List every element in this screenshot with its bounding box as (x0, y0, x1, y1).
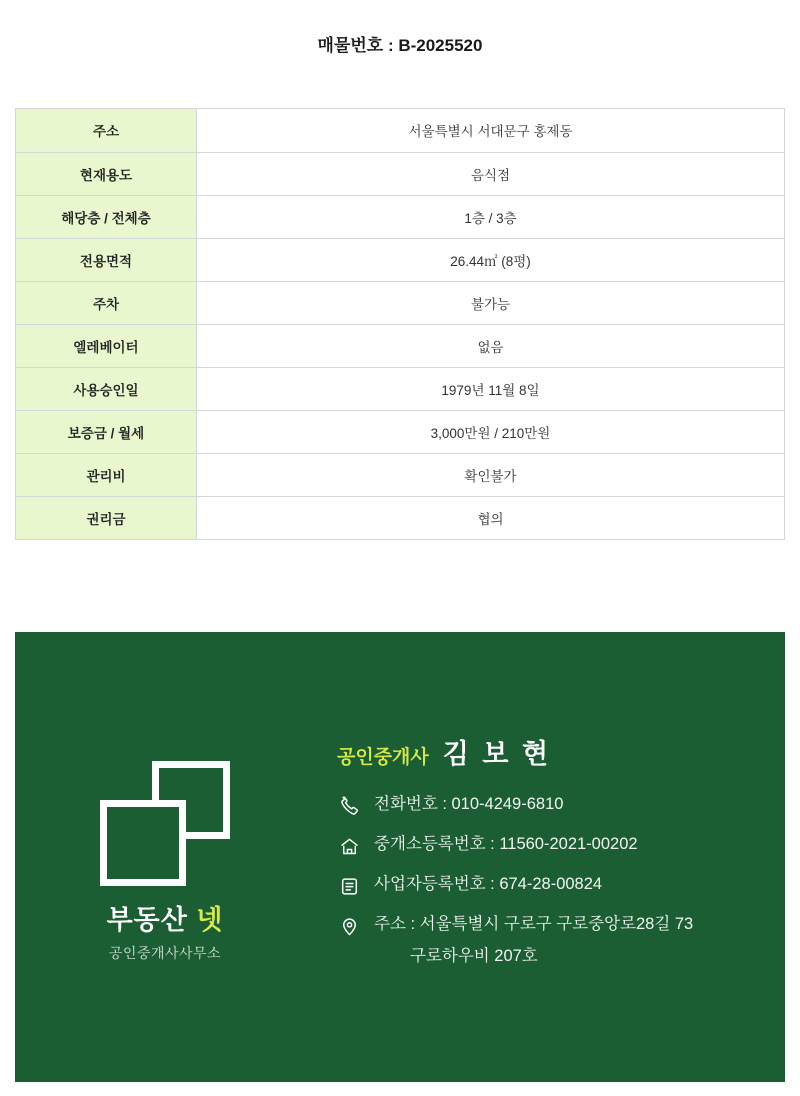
brand-subtitle: 공인중개사사무소 (108, 944, 222, 961)
row-label: 해당층 / 전체층 (16, 195, 197, 238)
row-value: 확인불가 (197, 453, 785, 496)
table-row (16, 238, 784, 281)
brand-block (15, 751, 315, 963)
brand-logo-icon (100, 761, 230, 886)
table-row (16, 281, 784, 324)
contact-address-text-line2: 구로하우비 207호 (410, 946, 538, 965)
contact-phone-row (337, 793, 765, 818)
property-spec-table (15, 108, 785, 540)
row-value: 협의 (197, 496, 785, 539)
brand-name (107, 906, 224, 936)
row-value: 서울특별시 서대문구 홍제동 (197, 109, 785, 152)
row-value: 불가능 (197, 281, 785, 324)
document-icon (337, 874, 361, 898)
contact-registration-text: 중개소등록번호 : 11560-2021-00202 (374, 835, 638, 854)
row-label: 엘레베이터 (16, 324, 197, 367)
agent-role-label: 공인중개사 (337, 747, 429, 769)
table-body (16, 109, 784, 539)
row-label: 보증금 / 월세 (16, 410, 197, 453)
table-row (16, 195, 784, 238)
agent-info-block (315, 732, 785, 982)
table-row (16, 496, 784, 539)
brand-name-accent: 넷 (196, 905, 224, 936)
agency-footer-card (15, 632, 785, 1082)
contact-address-text: 주소 : 서울특별시 구로구 구로중앙로28길 73 (374, 915, 694, 934)
row-label: 전용면적 (16, 238, 197, 281)
row-label: 주소 (16, 109, 197, 152)
row-label: 사용승인일 (16, 367, 197, 410)
contact-business-number-row (337, 873, 765, 898)
table-row (16, 453, 784, 496)
contact-phone-text: 전화번호 : 010-4249-6810 (374, 795, 564, 814)
row-value: 1979년 11월 8일 (197, 367, 785, 410)
row-value: 26.44㎡ (8평) (197, 238, 785, 281)
contact-registration-row (337, 833, 765, 858)
row-label: 관리비 (16, 453, 197, 496)
table-row (16, 152, 784, 195)
contact-business-number-text: 사업자등록번호 : 674-28-00824 (374, 875, 603, 894)
row-value: 3,000만원 / 210만원 (197, 410, 785, 453)
row-label: 주차 (16, 281, 197, 324)
phone-icon (337, 794, 361, 818)
table-row (16, 109, 784, 152)
row-label: 현재용도 (16, 152, 197, 195)
row-value: 1층 / 3층 (197, 195, 785, 238)
agent-header (337, 732, 765, 771)
table-row (16, 324, 784, 367)
table-row (16, 410, 784, 453)
table-row (16, 367, 784, 410)
brand-name-main: 부동산 (106, 905, 188, 936)
row-value: 음식점 (197, 152, 785, 195)
agent-name: 김 보 현 (442, 739, 552, 770)
map-pin-icon (337, 914, 361, 938)
row-value: 없음 (197, 324, 785, 367)
page-title: 매물번호 : B-2025520 (317, 36, 483, 55)
row-label: 권리금 (16, 496, 197, 539)
contact-address-row (337, 913, 765, 967)
house-icon (337, 834, 361, 858)
